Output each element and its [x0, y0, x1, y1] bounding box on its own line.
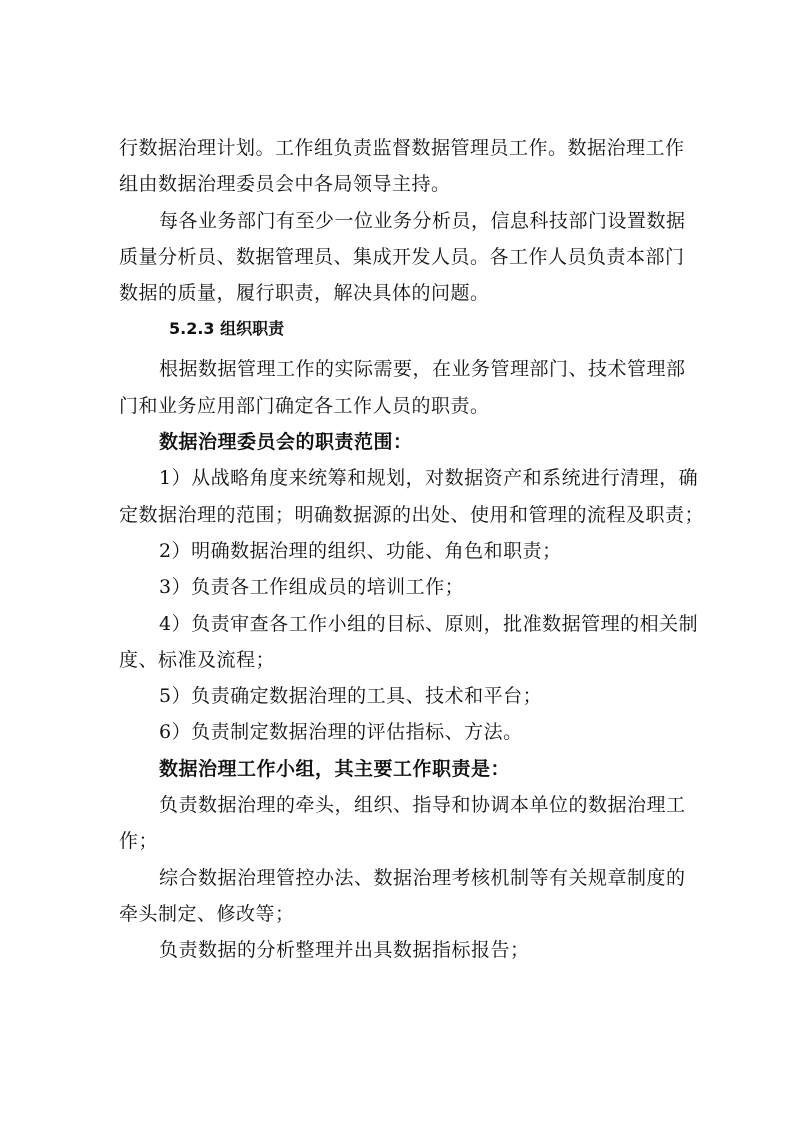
paragraph-business-analysts [119, 203, 685, 312]
text-line: 定数据治理的范围；明确数据源的出处、使用和管理的流程及职责； [119, 503, 705, 526]
text-line: 4）负责审查各工作小组的目标、原则，批准数据管理的相关制 [159, 612, 699, 635]
text-line: 每各业务部门有至少一位业务分析员，信息科技部门设置数据 [159, 209, 686, 232]
text-line: 行数据治理计划。工作组负责监督数据管理员工作。数据治理工作 [119, 137, 685, 159]
text-line: 综合数据治理管控办法、数据治理考核机制等有关规章制度的 [159, 866, 686, 889]
text-line: 门和业务应用部门确定各工作人员的职责。 [119, 394, 490, 417]
team-responsibility-list [119, 787, 685, 968]
list-item [119, 606, 699, 679]
text-line: 负责数据治理的牵头，组织、指导和协调本单位的数据治理工 [159, 794, 686, 817]
list-item [119, 460, 705, 533]
text-line: 数据的质量，履行职责，解决具体的问题。 [119, 282, 490, 305]
text-line: 作； [119, 830, 159, 853]
text-line: 1）从战略角度来统筹和规划，对数据资产和系统进行清理，确 [159, 467, 699, 490]
list-item [119, 787, 685, 860]
committee-heading: 数据治理委员会的职责范围： [159, 431, 413, 454]
paragraph-responsibility-basis [119, 351, 685, 424]
list-item: 5）负责确定数据治理的工具、技术和平台； [159, 685, 543, 708]
document-body [119, 130, 705, 969]
text-line: 牵头制定、修改等； [119, 902, 295, 925]
list-item: 2）明确数据治理的组织、功能、角色和职责； [159, 539, 562, 562]
text-line: 根据数据管理工作的实际需要，在业务管理部门、技术管理部 [159, 358, 686, 381]
list-item: 3）负责各工作组成员的培训工作； [159, 576, 465, 599]
list-item: 负责数据的分析整理并出具数据指标报告； [159, 939, 530, 962]
team-heading: 数据治理工作小组，其主要工作职责是： [159, 757, 511, 780]
text-line: 度、标准及流程； [119, 648, 276, 671]
committee-responsibility-list [119, 460, 705, 750]
paragraph-governance-plan [119, 130, 685, 203]
text-line: 质量分析员、数据管理员、集成开发人员。各工作人员负责本部门 [119, 245, 685, 268]
text-line: 组由数据治理委员会中各局领导主持。 [119, 173, 451, 196]
list-item: 6）负责制定数据治理的评估指标、方法。 [159, 721, 523, 744]
list-item [119, 860, 685, 933]
section-heading: 5.2.3 组织职责 [169, 319, 285, 339]
